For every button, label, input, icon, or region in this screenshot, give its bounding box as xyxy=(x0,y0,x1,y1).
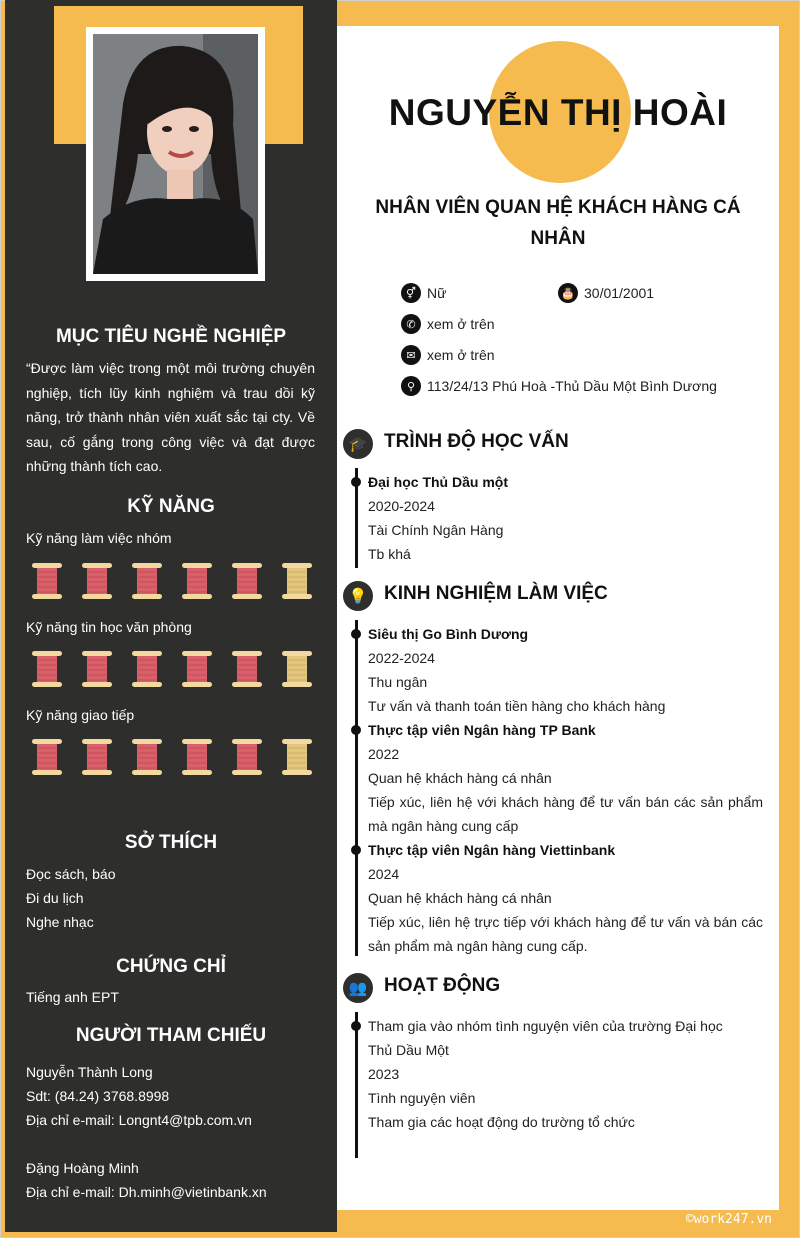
skill-spool-filled-icon xyxy=(230,562,264,600)
email-icon: ✉ xyxy=(401,345,421,365)
timeline-dot xyxy=(351,725,361,735)
candidate-name: NGUYỄN THỊ HOÀI xyxy=(388,92,728,133)
experience-company: Thực tập viên Ngân hàng Viettinbank xyxy=(368,842,616,858)
skill-spool-empty-icon xyxy=(280,650,314,688)
experience-role: Quan hệ khách hàng cá nhân xyxy=(368,770,552,786)
skill-rating xyxy=(30,562,314,600)
skill-spool-filled-icon xyxy=(130,562,164,600)
skill-spool-empty-icon xyxy=(280,562,314,600)
skill-spool-filled-icon xyxy=(30,562,64,600)
main-panel xyxy=(337,26,779,1210)
email-value: xem ở trên xyxy=(427,347,495,363)
certificates-title: CHỨNG CHỈ xyxy=(116,956,226,977)
education-years: 2020-2024 xyxy=(368,498,435,514)
hobby-item: Đi du lịch xyxy=(26,890,84,906)
skill-spool-filled-icon xyxy=(230,650,264,688)
experience-role: Thu ngân xyxy=(368,674,428,690)
watermark: ©work247.vn xyxy=(685,1212,772,1227)
activities-timeline xyxy=(355,1012,358,1158)
birthday-cake-icon: 🎂 xyxy=(558,283,578,303)
birthdate-value: 30/01/2001 xyxy=(584,285,655,301)
skill-spool-filled-icon xyxy=(30,738,64,776)
experience-years: 2022-2024 xyxy=(368,650,435,666)
gender-value: Nữ xyxy=(427,285,447,301)
skill-spool-filled-icon xyxy=(180,738,214,776)
skill-spool-filled-icon xyxy=(130,650,164,688)
graduation-cap-icon: 🎓 xyxy=(343,429,373,459)
skill-label: Kỹ năng giao tiếp xyxy=(26,707,135,723)
timeline-dot xyxy=(351,629,361,639)
skill-spool-empty-icon xyxy=(280,738,314,776)
phone-value: xem ở trên xyxy=(427,316,495,332)
experience-years: 2022 xyxy=(368,746,400,762)
certificate-item: Tiếng anh EPT xyxy=(26,989,119,1005)
experience-years: 2024 xyxy=(368,866,400,882)
activity-year: 2023 xyxy=(368,1066,400,1082)
objective-title: MỤC TIÊU NGHỀ NGHIỆP xyxy=(55,326,287,347)
education-school: Đại học Thủ Dầu một xyxy=(368,474,508,490)
address-value: 113/24/13 Phú Hoà -Thủ Dầu Một Bình Dương xyxy=(427,378,717,394)
experience-role: Quan hệ khách hàng cá nhân xyxy=(368,890,552,906)
reference-line: Nguyễn Thành Long xyxy=(26,1064,153,1080)
profile-photo xyxy=(93,34,258,274)
hobby-item: Nghe nhạc xyxy=(26,914,94,930)
phone-icon: ✆ xyxy=(401,314,421,334)
activity-org: Tham gia vào nhóm tình nguyện viên của trường Đại học Thủ Dầu Một xyxy=(368,1018,723,1058)
skill-spool-filled-icon xyxy=(80,562,114,600)
hobbies-title: SỞ THÍCH xyxy=(124,832,218,853)
skills-title: KỸ NĂNG xyxy=(127,496,215,517)
lightbulb-icon: 💡 xyxy=(343,581,373,611)
experience-company: Siêu thị Go Bình Dương xyxy=(368,626,529,642)
education-title: TRÌNH ĐỘ HỌC VẤN xyxy=(384,431,569,452)
skill-label: Kỹ năng tin học văn phòng xyxy=(26,619,192,635)
experience-title: KINH NGHIỆM LÀM VIỆC xyxy=(384,583,608,604)
job-title: NHÂN VIÊN QUAN HỆ KHÁCH HÀNG CÁ NHÂN xyxy=(375,197,741,249)
experience-company: Thực tập viên Ngân hàng TP Bank xyxy=(368,722,596,738)
reference-line: Địa chỉ e-mail: Longnt4@tpb.com.vn xyxy=(26,1112,252,1128)
skill-spool-filled-icon xyxy=(180,562,214,600)
skill-spool-filled-icon xyxy=(180,650,214,688)
group-people-icon: 👥 xyxy=(343,973,373,1003)
education-major: Tài Chính Ngân Hàng xyxy=(368,522,504,538)
activity-role: Tình nguyện viên xyxy=(368,1090,476,1106)
skill-rating xyxy=(30,738,314,776)
activities-title: HOẠT ĐỘNG xyxy=(384,975,501,996)
profile-photo-frame xyxy=(86,27,265,281)
skill-spool-filled-icon xyxy=(230,738,264,776)
profile-photo-illustration xyxy=(93,34,258,274)
sidebar xyxy=(5,0,337,1232)
skill-rating xyxy=(30,650,314,688)
experience-desc: Tiếp xúc, liên hệ với khách hàng để tư vấn bán các sản phẩm mà ngân hàng cung cấp xyxy=(368,794,763,834)
gender-icon: ⚥ xyxy=(401,283,421,303)
skill-spool-filled-icon xyxy=(80,738,114,776)
references-title: NGƯỜI THAM CHIẾU xyxy=(75,1025,267,1046)
skill-label: Kỹ năng làm việc nhóm xyxy=(26,530,172,546)
hobby-item: Đọc sách, báo xyxy=(26,866,116,882)
timeline-dot xyxy=(351,845,361,855)
experience-desc: Tư vấn và thanh toán tiền hàng cho khách hàng xyxy=(368,698,666,714)
timeline-dot xyxy=(351,1021,361,1031)
skill-spool-filled-icon xyxy=(130,738,164,776)
reference-line: Sdt: (84.24) 3768.8998 xyxy=(26,1088,170,1104)
reference-line: Đặng Hoàng Minh xyxy=(26,1160,139,1176)
skill-spool-filled-icon xyxy=(80,650,114,688)
experience-timeline xyxy=(355,620,358,956)
reference-line: Địa chỉ e-mail: Dh.minh@vietinbank.xn xyxy=(26,1184,267,1200)
education-grade: Tb khá xyxy=(368,546,411,562)
timeline-dot xyxy=(351,477,361,487)
location-pin-icon: ⚲ xyxy=(401,376,421,396)
experience-desc: Tiếp xúc, liên hệ trực tiếp với khách hàng để tư vấn và bán các sản phẩm mà ngân hàng cung cấp. xyxy=(368,914,763,954)
skill-spool-filled-icon xyxy=(30,650,64,688)
activity-desc: Tham gia các hoạt động do trường tổ chức xyxy=(368,1114,635,1130)
objective-text: “Được làm việc trong một môi trường chuyên nghiệp, tích lũy kinh nghiệm và trau dồi kỹ năng, trở thành nhân viên xuất sắc tại cty. Về sau, cố gắng trong công việc và đạt được những thành tích cao. xyxy=(26,360,315,474)
